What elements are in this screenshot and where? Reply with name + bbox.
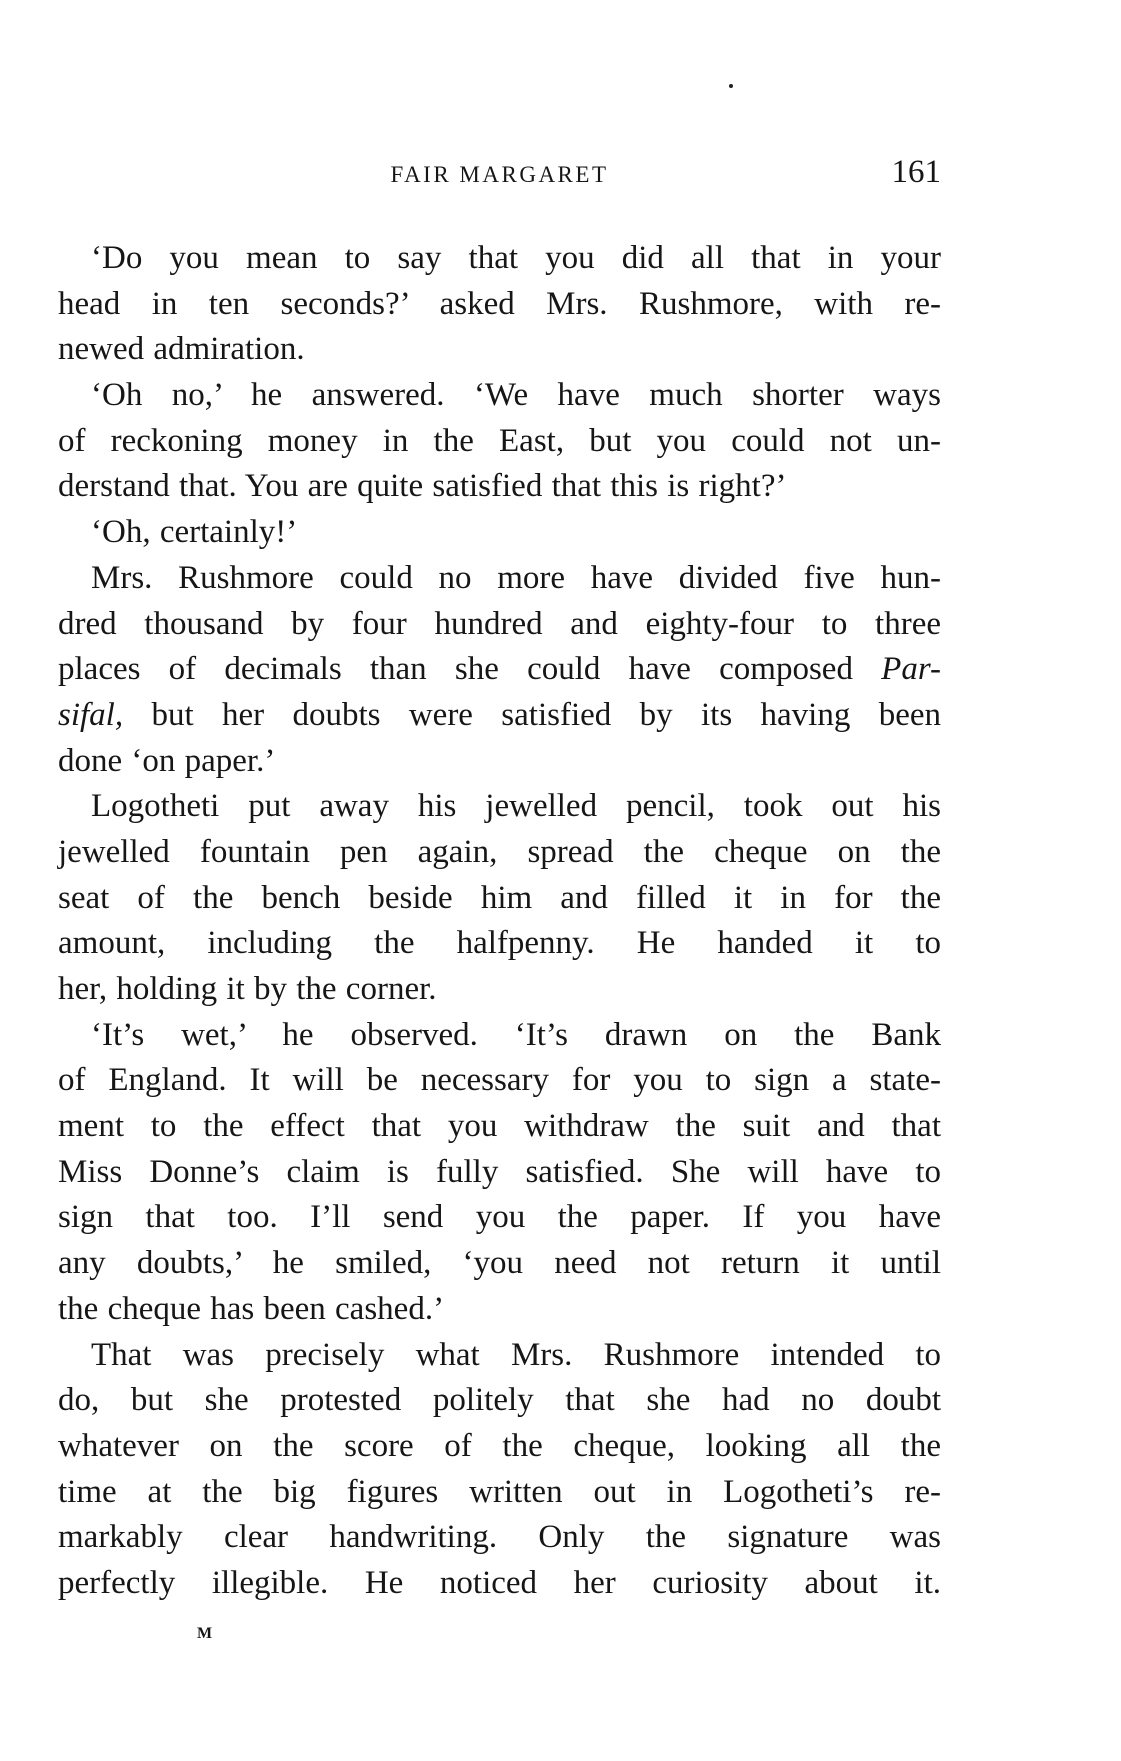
text-line: amount, including the halfpenny. He handed it to xyxy=(58,925,941,962)
text-line: done ‘on paper.’ xyxy=(58,742,276,779)
text-line: That was precisely what Mrs. Rushmore intended to xyxy=(91,1336,941,1373)
running-head xyxy=(58,154,941,198)
text-line: ‘Oh no,’ he answered. ‘We have much shorter ways xyxy=(91,377,941,414)
text-line: any doubts,’ he smiled, ‘you need not return it until xyxy=(58,1245,941,1282)
running-title: FAIR MARGARET xyxy=(390,162,609,187)
text-line: of England. It will be necessary for you to sign a state- xyxy=(58,1062,941,1099)
text-line: markably clear handwriting. Only the signature was xyxy=(58,1519,941,1556)
text-line: ment to the effect that you withdraw the suit and that xyxy=(58,1108,941,1145)
text-line: jewelled fountain pen again, spread the cheque on the xyxy=(58,833,941,870)
body-text xyxy=(58,236,941,1607)
text-line: Miss Donne’s claim is fully satisfied. She will have to xyxy=(58,1153,941,1190)
ink-speck xyxy=(729,84,733,88)
text-line: Logotheti put away his jewelled pencil, took out his xyxy=(91,788,941,825)
text-line: head in ten seconds?’ asked Mrs. Rushmore, with re- xyxy=(58,285,941,322)
signature-mark: M xyxy=(197,1625,214,1642)
text-line: time at the big figures written out in Logotheti’s re- xyxy=(58,1473,941,1510)
italic-title: sifal, xyxy=(58,696,124,733)
text-line: newed admiration. xyxy=(58,331,305,368)
text-line: her, holding it by the corner. xyxy=(58,971,437,1007)
text-line: Mrs. Rushmore could no more have divided five hun- xyxy=(91,559,941,596)
text-line: sign that too. I’ll send you the paper. If you have xyxy=(58,1199,941,1236)
text-line: places of decimals than she could have composed Par- xyxy=(58,651,941,688)
text-line: whatever on the score of the cheque, looking all the xyxy=(58,1427,941,1464)
text-line: of reckoning money in the East, but you could not un- xyxy=(58,422,941,459)
text-line: ‘Oh, certainly!’ xyxy=(91,514,298,551)
text-line: derstand that. You are quite satisfied that this is right?’ xyxy=(58,468,787,505)
page-number: 161 xyxy=(891,154,941,190)
text-line: ‘It’s wet,’ he observed. ‘It’s drawn on the Bank xyxy=(91,1016,941,1053)
text-line: dred thousand by four hundred and eighty-four to three xyxy=(58,605,941,642)
italic-title: Par- xyxy=(881,651,941,688)
text-line: the cheque has been cashed.’ xyxy=(58,1290,445,1327)
text-line: ‘Do you mean to say that you did all that in your xyxy=(91,240,941,276)
text-line: seat of the bench beside him and filled it in for the xyxy=(58,879,941,916)
text-line: sifal, but her doubts were satisfied by its having been xyxy=(58,696,941,733)
text-line: do, but she protested politely that she had no doubt xyxy=(58,1382,941,1419)
text-line: perfectly illegible. He noticed her curiosity about it. xyxy=(58,1564,941,1601)
